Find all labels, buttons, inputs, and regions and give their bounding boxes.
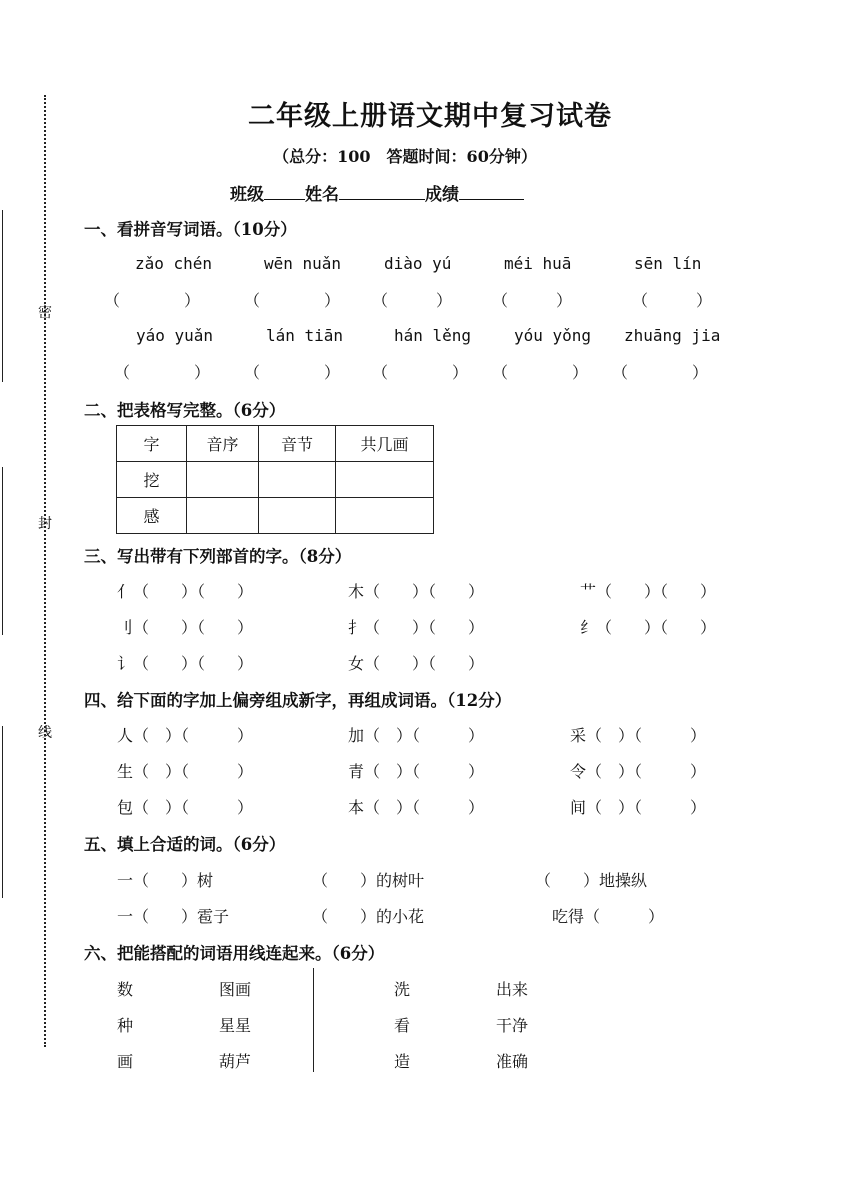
character-table (116, 425, 434, 534)
table-row (117, 462, 434, 498)
new-char-item[interactable]: 加（ ）（ ） (348, 726, 485, 745)
table-cell-blank[interactable] (259, 462, 336, 498)
pinyin-item: yóu yǒng (514, 326, 592, 345)
radical-item[interactable]: 刂（ ）（ ） (117, 618, 254, 637)
match-word-left-target[interactable]: 星星 (219, 1016, 252, 1035)
new-char-item[interactable]: 采（ ）（ ） (570, 726, 707, 745)
fill-word-item[interactable]: 一（ ）树 (117, 871, 214, 890)
seal-seam-line (2, 210, 3, 382)
section-heading-4: 四、给下面的字加上偏旁组成新字，再组成词语。（12分） (84, 691, 512, 710)
match-word-left[interactable]: 数 (117, 980, 134, 999)
answer-bracket[interactable]: （ ） (244, 291, 341, 310)
match-word-left-target[interactable]: 葫芦 (219, 1052, 252, 1071)
score-blank[interactable] (459, 184, 524, 200)
section-heading-1: 一、看拼音写词语。（10分） (84, 220, 297, 239)
table-header: 共几画 (336, 426, 434, 462)
answer-bracket[interactable]: （ ） (104, 291, 201, 310)
table-cell-blank[interactable] (336, 498, 434, 534)
column-divider (313, 968, 314, 1072)
student-info-line (230, 180, 524, 205)
class-blank[interactable] (264, 184, 305, 200)
answer-bracket[interactable]: （ ） (114, 363, 211, 382)
name-label: 姓名 (305, 185, 339, 205)
new-char-item[interactable]: 青（ ）（ ） (348, 762, 485, 781)
table-cell-blank[interactable] (187, 498, 259, 534)
radical-item[interactable]: 女（ ）（ ） (348, 654, 485, 673)
radical-item[interactable]: 艹（ ）（ ） (580, 582, 717, 601)
new-char-item[interactable]: 令（ ）（ ） (570, 762, 707, 781)
new-char-item[interactable]: 人（ ）（ ） (117, 726, 254, 745)
match-word-right-target[interactable]: 干净 (496, 1016, 529, 1035)
new-char-item[interactable]: 间（ ）（ ） (570, 798, 707, 817)
answer-bracket[interactable]: （ ） (612, 363, 709, 382)
seal-char-xian: 线 (38, 725, 52, 741)
table-header: 字 (117, 426, 187, 462)
section-heading-3: 三、写出带有下列部首的字。（8分） (84, 547, 352, 566)
seal-char-mi: 密 (38, 305, 52, 321)
pinyin-item: yáo yuǎn (136, 326, 214, 345)
answer-bracket[interactable]: （ ） (372, 291, 453, 310)
pinyin-item: zǎo chén (135, 254, 213, 273)
answer-bracket[interactable]: （ ） (492, 291, 573, 310)
match-word-right[interactable]: 造 (394, 1052, 411, 1071)
radical-item[interactable]: 亻（ ）（ ） (117, 582, 254, 601)
section-heading-2: 二、把表格写完整。（6分） (84, 401, 286, 420)
match-word-left[interactable]: 种 (117, 1016, 134, 1035)
table-header: 音序 (187, 426, 259, 462)
pinyin-item: sēn lín (634, 254, 702, 273)
name-blank[interactable] (339, 184, 425, 200)
new-char-item[interactable]: 生（ ）（ ） (117, 762, 254, 781)
class-label: 班级 (230, 185, 264, 205)
table-row (117, 498, 434, 534)
radical-item[interactable]: 扌（ ）（ ） (348, 618, 485, 637)
section-heading-5: 五、填上合适的词。（6分） (84, 835, 286, 854)
fill-word-item[interactable]: （ ）的小花 (312, 907, 425, 926)
page-title: 二年级上册语文期中复习试卷 (248, 101, 612, 132)
match-word-right[interactable]: 看 (394, 1016, 411, 1035)
fill-word-item[interactable]: （ ）的树叶 (312, 871, 425, 890)
table-cell-char: 挖 (117, 462, 187, 498)
answer-bracket[interactable]: （ ） (372, 363, 469, 382)
section-heading-6: 六、把能搭配的词语用线连起来。（6分） (84, 944, 385, 963)
answer-bracket[interactable]: （ ） (244, 363, 341, 382)
match-word-right[interactable]: 洗 (394, 980, 411, 999)
table-cell-blank[interactable] (336, 462, 434, 498)
match-word-left-target[interactable]: 图画 (219, 980, 252, 999)
pinyin-item: wēn nuǎn (264, 254, 342, 273)
table-cell-blank[interactable] (187, 462, 259, 498)
pinyin-item: diào yú (384, 254, 452, 273)
answer-bracket[interactable]: （ ） (632, 291, 713, 310)
table-header-row (117, 426, 434, 462)
new-char-item[interactable]: 本（ ）（ ） (348, 798, 485, 817)
pinyin-item: hán lěng (394, 326, 472, 345)
table-header: 音节 (259, 426, 336, 462)
pinyin-item: méi huā (504, 254, 572, 273)
seal-char-feng: 封 (38, 516, 52, 532)
binding-dotted-line (44, 95, 46, 1047)
match-word-right-target[interactable]: 准确 (496, 1052, 529, 1071)
new-char-item[interactable]: 包（ ）（ ） (117, 798, 254, 817)
radical-item[interactable]: 讠（ ）（ ） (117, 654, 254, 673)
fill-word-item[interactable]: （ ）地操纵 (535, 871, 648, 890)
radical-item[interactable]: 纟（ ）（ ） (580, 618, 717, 637)
table-cell-char: 感 (117, 498, 187, 534)
score-label: 成绩 (425, 185, 459, 205)
pinyin-item: zhuāng jia (624, 326, 721, 345)
radical-item[interactable]: 木（ ）（ ） (348, 582, 485, 601)
match-word-left[interactable]: 画 (117, 1052, 134, 1071)
exam-subtitle: （总分：100 答题时间：60分钟） (273, 147, 537, 166)
seal-seam-line (2, 467, 3, 635)
seal-seam-line (2, 726, 3, 898)
pinyin-item: lán tiān (266, 326, 344, 345)
fill-word-item[interactable]: 吃得（ ） (552, 907, 665, 926)
fill-word-item[interactable]: 一（ ）雹子 (117, 907, 230, 926)
table-cell-blank[interactable] (259, 498, 336, 534)
answer-bracket[interactable]: （ ） (492, 363, 589, 382)
match-word-right-target[interactable]: 出来 (496, 980, 529, 999)
